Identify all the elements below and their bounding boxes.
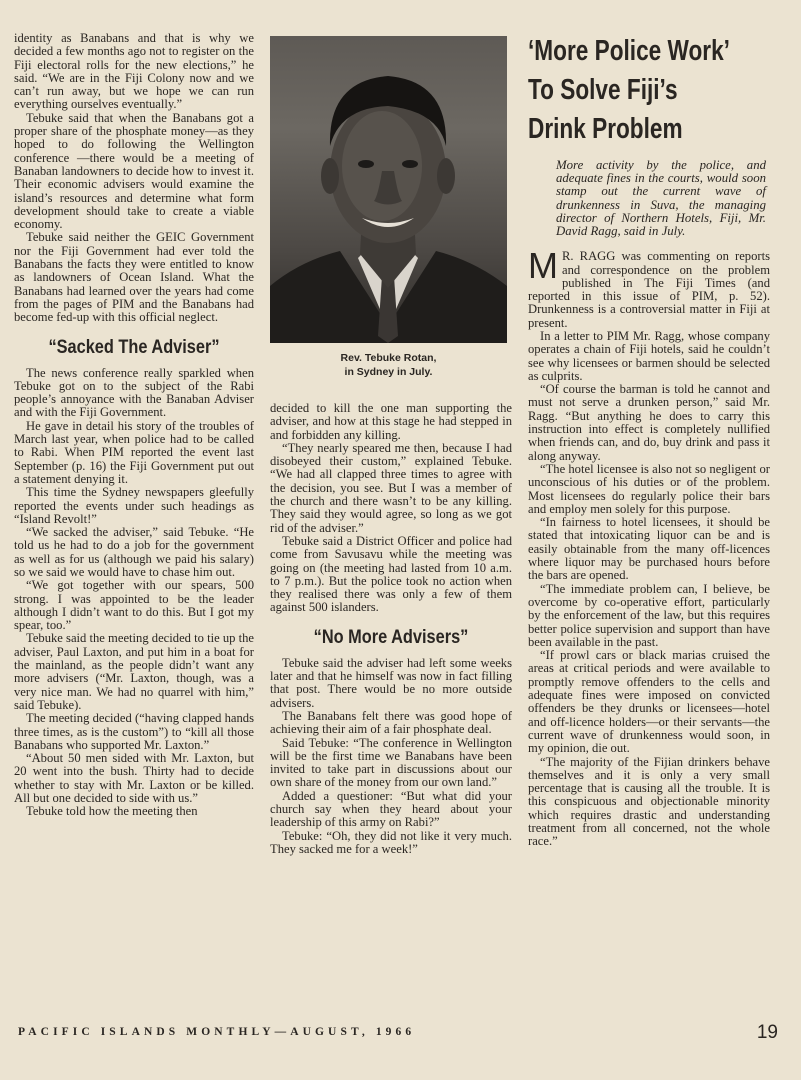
paragraph: “The majority of the Fijian drinkers behave themselves and it is only a very small percentage that is causing all the trouble. It is this conspicuous and objectionable minority which requires drastic and understanding treatment from all concerned, not the whole race.” bbox=[528, 754, 770, 849]
paragraph: Tebuke said neither the GEIC Government nor the Fiji Government had ever told the Banabans the facts they were entitled to know as landowners of Ocean Island. What the Banabans had learned over the years had come from the pages of PIM and the Banabans had become fed-up with this official neglect. bbox=[14, 230, 254, 325]
paragraph: The meeting decided (“having clapped hands three times, as is the custom”) to “kill all those Banabans who supported Mr. Laxton.” bbox=[14, 711, 254, 752]
article-lede: More activity by the police, and adequate fines in the courts, would soon stamp out the current wave of drunkenness in Suva, the managing director of Northern Hotels, Fiji, Mr. David Ragg, said in July. bbox=[556, 158, 766, 239]
paragraph: “We sacked the adviser,” said Tebuke. “He told us he had to do a job for the government as well as for us (although we paid his salary) so we said we would have to chase him out. bbox=[14, 525, 254, 579]
paragraph: This time the Sydney newspapers gleefully reported the events under such headings as “Island Revolt!” bbox=[14, 485, 254, 526]
photo-caption bbox=[270, 351, 507, 379]
page-footer bbox=[18, 1024, 778, 1044]
publication-name: PACIFIC ISLANDS MONTHLY—AUGUST, 1966 bbox=[18, 1026, 416, 1038]
paragraph: Tebuke said the meeting decided to tie up the adviser, Paul Laxton, and put him in a boat for the mainland, as the people didn’t want any more advisers (“Mr. Laxton, though, was a very nice man. We had no quarrel with him,” said Tebuke). bbox=[14, 631, 254, 712]
headline-line: Drink Problem bbox=[528, 113, 683, 145]
paragraph: Said Tebuke: “The conference in Wellington will be the first time we Banabans have been invited to take part in discussions about our own share of the money from our own land.” bbox=[270, 735, 512, 790]
portrait-photo bbox=[270, 36, 507, 343]
paragraph: Tebuke said that when the Banabans got a proper share of the phosphate money—as they hoped to do following the Wellington conference —there would be a meeting of Banaban landowners to decide how to invest it. Their economic advisers would examine the island’s resources and determine what form development should take to create a viable economy. bbox=[14, 110, 254, 232]
paragraph: identity as Banabans and that is why we decided a few months ago not to register on the Fiji electoral rolls for the new elections,” he said. “We are in the Fiji Colony now and we can’t run away, but we hope we can run everything ourselves eventually.” bbox=[14, 31, 254, 112]
paragraph: “We got together with our spears, 500 strong. I was appointed to be the leader although I didn’t want to do this. But I got my spear, too.” bbox=[14, 578, 254, 633]
paragraph: “Of course the barman is told he cannot and must not serve a drunken person,” said Mr. Ragg. “But anything he does to carry this instruction into effect is completely nullified when friends can, and do, buy drink and pass it along anyway. bbox=[528, 382, 770, 463]
paragraph: The news conference really sparkled when Tebuke got on to the subject of the Rabi people’s annoyance with the Banaban Adviser and with the Fiji Government. bbox=[14, 365, 254, 420]
article-column-1 bbox=[14, 32, 254, 819]
headline-line: To Solve Fiji’s bbox=[528, 74, 678, 106]
paragraph: “They nearly speared me then, because I had disobeyed their custom,” explained Tebuke. “We had all clapped three times to agree with the decision, you see. But I was a member of the church and there wasn’t to be any killing. They said they would agree, so long as we got rid of the adviser.” bbox=[270, 440, 512, 535]
article-column-2 bbox=[270, 402, 512, 856]
subheading-sacked-adviser: “Sacked The Adviser” bbox=[48, 336, 220, 358]
paragraph: “If prowl cars or black marias cruised the areas at critical periods and were available to promptly remove offenders to the cells and adequate fines were imposed on convicted offenders be they drunks or licensees—hotel and off-licence holders—or their servants—the current wave of drunkenness would soon, in my opinion, die out. bbox=[528, 648, 770, 756]
paragraph: The Banabans felt there was good hope of achieving their aim of a fair phosphate deal. bbox=[270, 708, 512, 737]
paragraph: decided to kill the one man supporting the adviser, and how at this stage he had stepped in and forbidden any killing. bbox=[270, 401, 512, 442]
caption-line: Rev. Tebuke Rotan, bbox=[340, 352, 437, 364]
page-number: 19 bbox=[756, 1022, 778, 1043]
paragraph: “The immediate problem can, I believe, be overcome by co-operative effort, particularly by the enforcement of the law, but this requires better police supervision and support than have been available in the past. bbox=[528, 581, 770, 649]
paragraph: “In fairness to hotel licensees, it should be stated that intoxicating liquor can be and is easily obtainable from the many off-licences where liquor may be purchased hours before the bars are opened. bbox=[528, 515, 770, 583]
first-paragraph-text: R. RAGG was commenting on reports and correspondence on the problem published in The Fiji Times (and reported in this issue of PIM, p. 52). Drunkenness is a controversial matter in Fiji at present. bbox=[528, 249, 770, 330]
caption-line: in Sydney in July. bbox=[344, 366, 433, 378]
paragraph: Tebuke: “Oh, they did not like it very much. They sacked me for a week!” bbox=[270, 828, 512, 856]
paragraph: Added a questioner: “But what did your church say when they heard about your leadership of this army on Rabi?” bbox=[270, 788, 512, 830]
paragraph: He gave in detail his story of the troubles of March last year, when police had to be called to Rabi. When PIM reported the event last September (p. 16) the Fiji Government put out a statement denying it. bbox=[14, 418, 254, 486]
paragraph: “The hotel licensee is also not so negligent or unconscious of his duties or of the problem. Most licensees do regularly police their bars and employ men solely for this purpose. bbox=[528, 461, 770, 516]
portrait-illustration bbox=[270, 36, 507, 343]
subheading-no-more-advisers: “No More Advisers” bbox=[313, 626, 469, 648]
drop-cap: M bbox=[528, 245, 558, 287]
article-column-3 bbox=[528, 32, 770, 849]
paragraph: Tebuke said a District Officer and police had come from Savusavu while the meeting was going on (the meeting had lasted from 10 a.m. to 7 p.m.). But the police took no action when they realised there was only a few of them against 500 islanders. bbox=[270, 533, 512, 615]
paragraph: Tebuke said the adviser had left some weeks later and that he himself was now in fact filling that post. There would be no more outside advisers. bbox=[270, 655, 512, 710]
paragraph-first bbox=[528, 245, 770, 330]
headline-line: ‘More Police Work’ bbox=[528, 35, 730, 67]
paragraph: “About 50 men sided with Mr. Laxton, but 20 went into the bush. Thirty had to decide whether to stay with Mr. Laxton or be killed. All but one decided to side with us.” bbox=[14, 751, 254, 806]
paragraph: In a letter to PIM Mr. Ragg, whose company operates a chain of Fiji hotels, said he couldn’t see why licensees or barmen should be selected as culprits. bbox=[528, 329, 770, 383]
article-headline bbox=[528, 32, 766, 149]
paragraph: Tebuke told how the meeting then bbox=[26, 804, 198, 819]
